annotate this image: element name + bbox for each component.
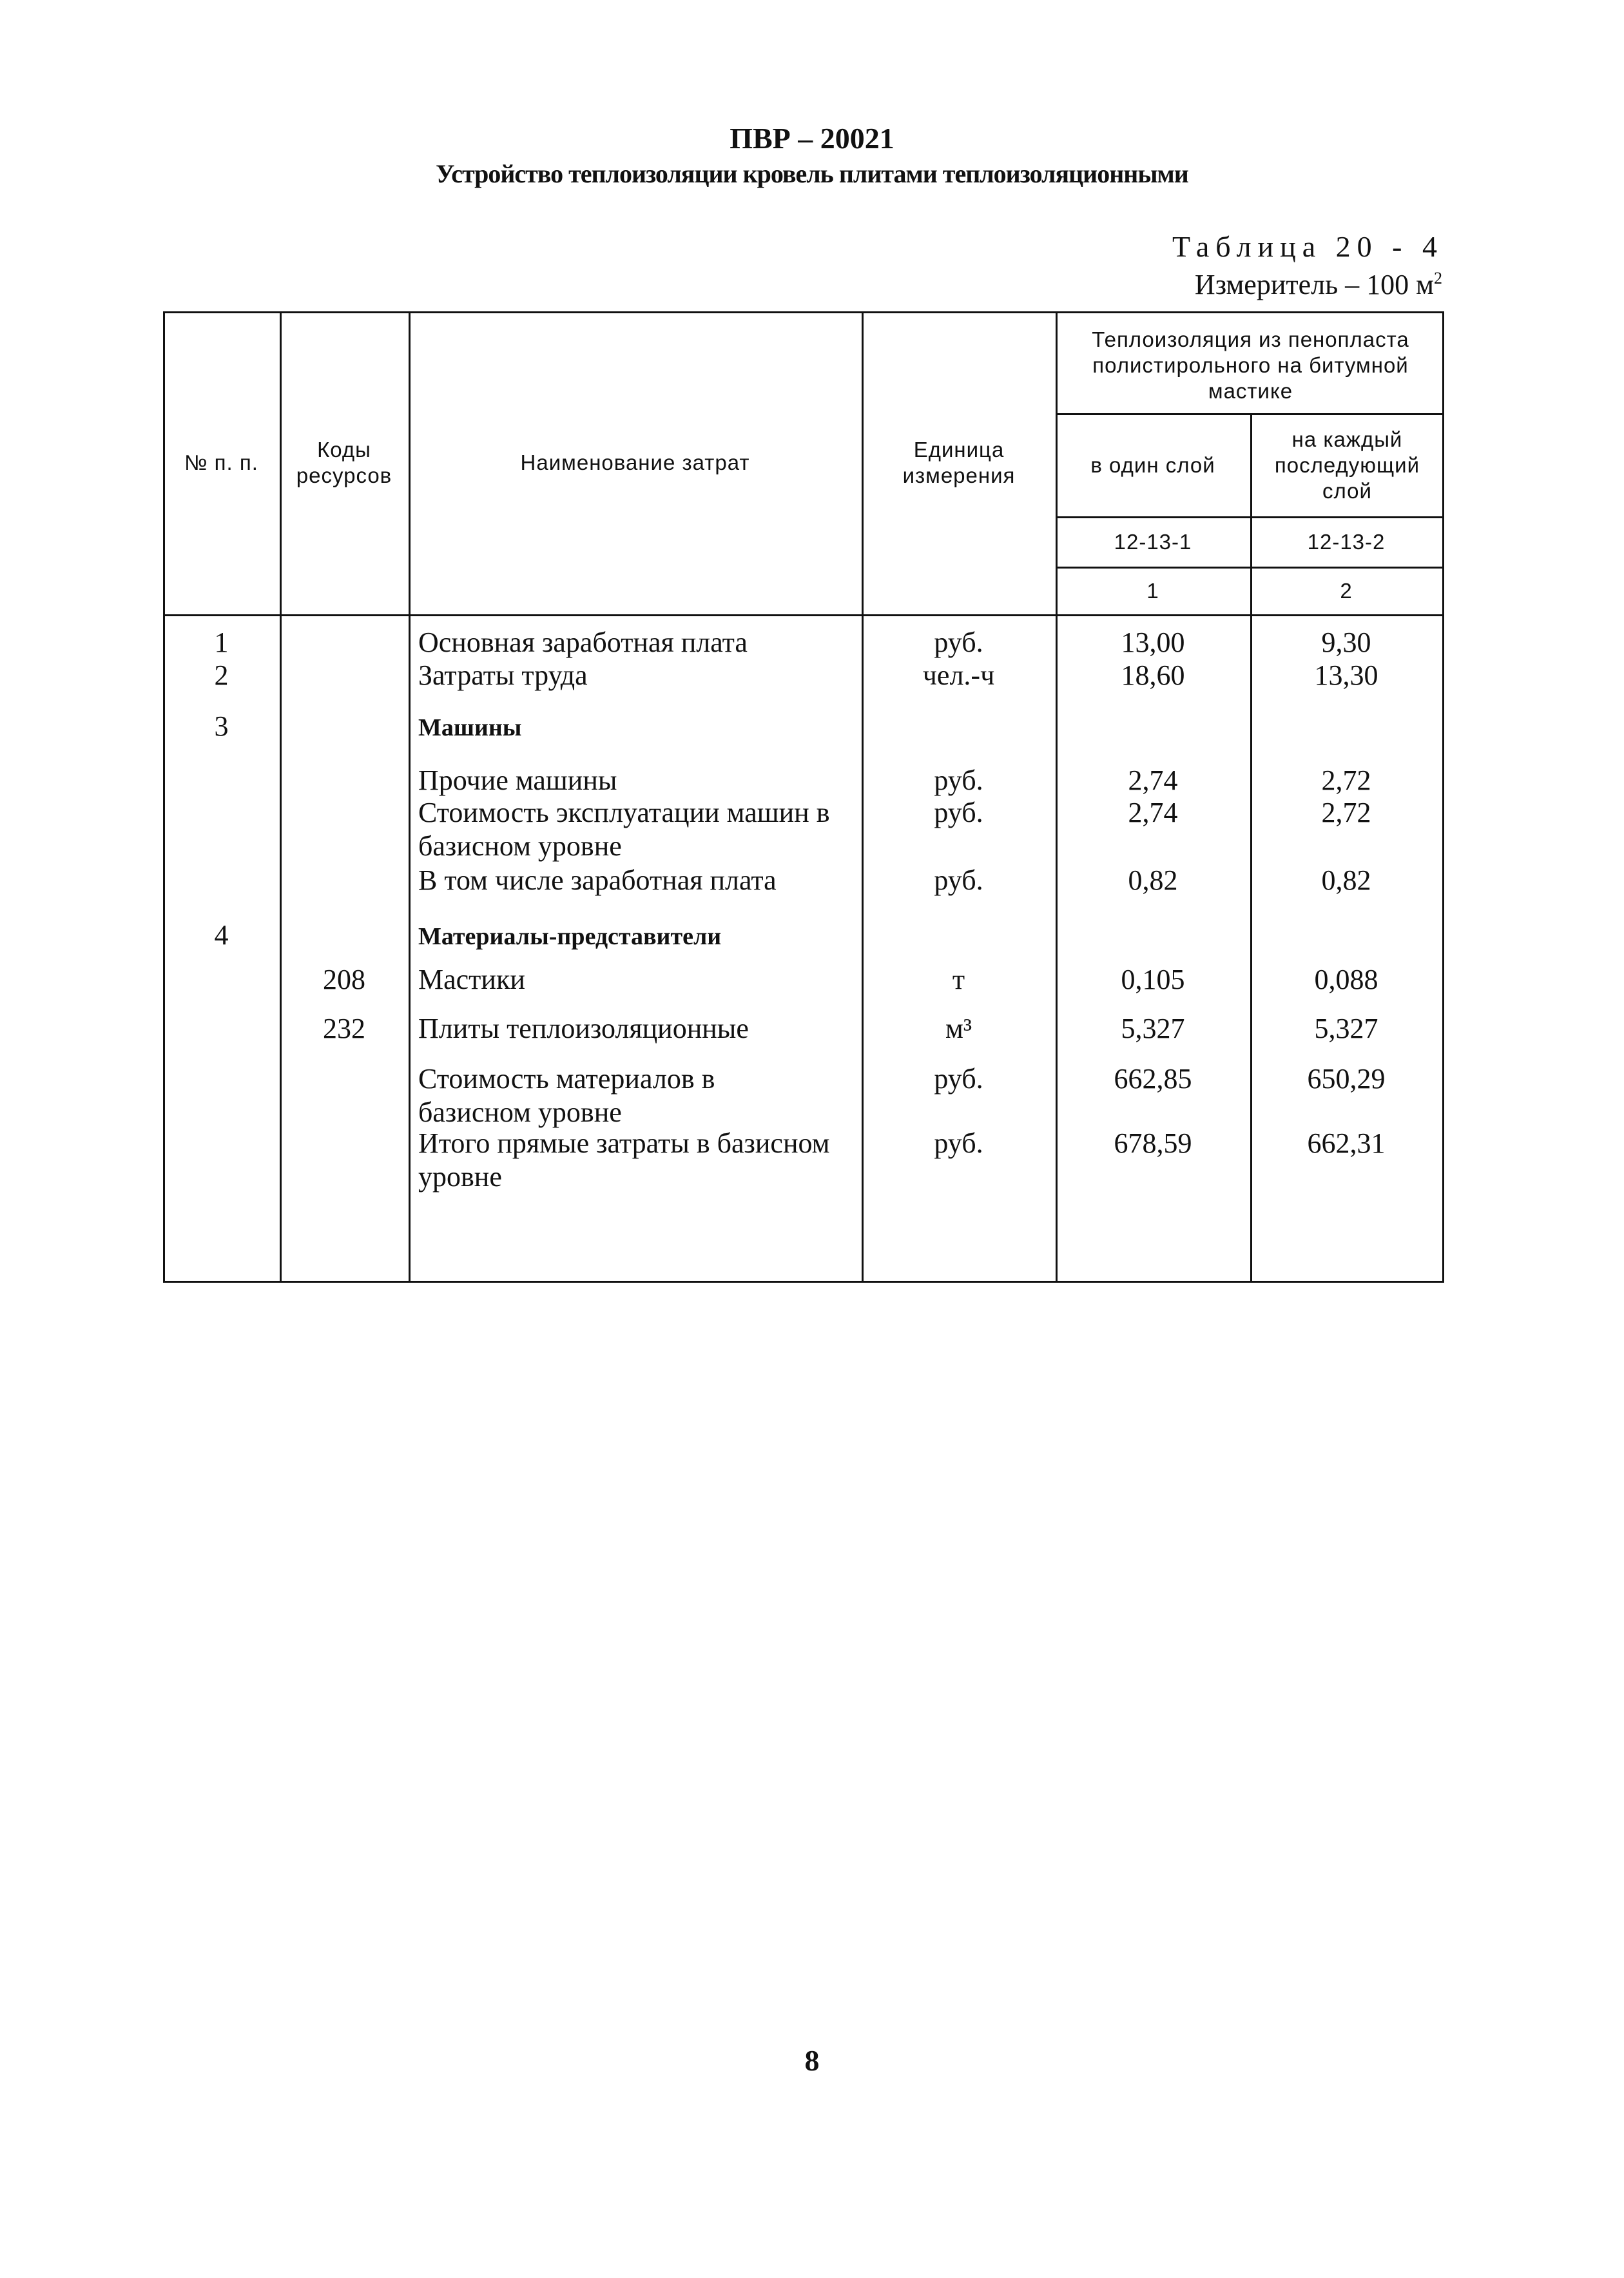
row-value-2: 0,82	[1321, 864, 1371, 896]
row-value-1: 678,59	[1114, 1127, 1192, 1159]
document-title: Устройство теплоизоляции кровель плитами теплоизоляционными	[436, 159, 1188, 188]
header-num: № п. п.	[184, 451, 258, 474]
header-code1: 12-13-1	[1114, 530, 1192, 554]
row-num: 3	[214, 710, 229, 742]
row-unit: т	[952, 964, 965, 995]
row-unit: руб.	[934, 627, 983, 658]
header-idx2: 2	[1340, 579, 1353, 603]
row-value-2: 9,30	[1321, 627, 1371, 658]
row-value-2: 2,72	[1321, 764, 1371, 796]
row-unit: м³	[945, 1013, 972, 1044]
row-name: Итого прямые затраты в базисном уровне	[418, 1127, 830, 1193]
row-num: 1	[214, 627, 229, 658]
row-name: Плиты теплоизоляционные	[418, 1013, 749, 1044]
row-value-1: 13,00	[1121, 627, 1185, 658]
row-value-1: 5,327	[1121, 1013, 1185, 1044]
row-unit: руб.	[934, 797, 983, 828]
section-materials: Материалы-представители	[418, 923, 722, 950]
row-unit: руб.	[934, 1127, 983, 1159]
measure-unit: Измеритель – 100 $м^2$	[1194, 269, 1442, 300]
row-value-2: 2,72	[1321, 797, 1371, 828]
row-value-1: 0,105	[1121, 964, 1185, 995]
row-name: Затраты труда	[418, 659, 588, 691]
row-unit: руб.	[934, 864, 983, 896]
row-name: В том числе заработная плата	[418, 864, 777, 896]
row-unit: руб.	[934, 764, 983, 796]
header-codes: Коды ресурсов	[296, 438, 392, 487]
header-idx1: 1	[1146, 579, 1159, 603]
row-unit: руб.	[934, 1063, 983, 1095]
header-col1: в один слой	[1090, 453, 1215, 477]
row-value-2: 13,30	[1314, 659, 1378, 691]
row-value-1: 2,74	[1128, 764, 1178, 796]
row-num: 2	[214, 659, 229, 691]
cost-table	[163, 311, 1444, 1283]
section-machines: Машины	[418, 714, 522, 741]
row-num: 4	[214, 919, 229, 951]
row-value-1: 662,85	[1114, 1063, 1192, 1095]
row-value-2: 0,088	[1314, 964, 1378, 995]
row-name: Стоимость эксплуатации машин в базисном уровне	[418, 797, 830, 862]
row-code: 232	[323, 1013, 365, 1044]
header-col2: на каждый последующий слой	[1274, 427, 1420, 503]
header-name: Наименование затрат	[520, 451, 750, 474]
row-name: Стоимость материалов в базисном уровне	[418, 1063, 715, 1128]
row-value-2: 650,29	[1307, 1063, 1386, 1095]
row-value-1: 2,74	[1128, 797, 1178, 828]
row-value-1: 0,82	[1128, 864, 1178, 896]
page-number: 8	[804, 2044, 820, 2077]
row-code: 208	[323, 964, 365, 995]
row-value-2: 5,327	[1314, 1013, 1378, 1044]
row-name: Основная заработная плата	[418, 627, 748, 658]
row-unit: чел.-ч	[922, 659, 995, 691]
row-name: Прочие машины	[418, 764, 617, 796]
row-value-2: 662,31	[1307, 1127, 1386, 1159]
row-value-1: 18,60	[1121, 659, 1185, 691]
header-unit: Единица измерения	[902, 438, 1016, 487]
header-group: Теплоизоляция из пенопласта полистирольного на битумной мастике	[1092, 327, 1409, 403]
table-number: Таблица 20 - 4	[1172, 230, 1444, 263]
header-code2: 12-13-2	[1307, 530, 1386, 554]
row-name: Мастики	[418, 964, 525, 995]
document-code: ПВР – 20021	[730, 122, 894, 155]
